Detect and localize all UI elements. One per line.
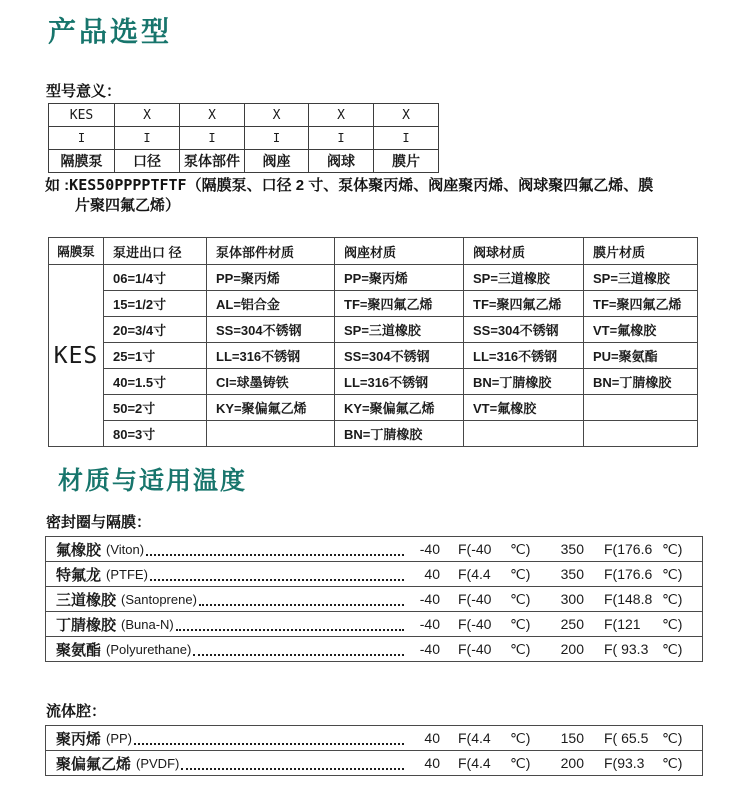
material-name: 聚氨酯 [56,641,102,659]
max-celsius-value: F(176.6 [604,541,653,557]
material-cell: SS=304不锈钢 [207,317,335,343]
material-cell: VT=氟橡胶 [464,395,584,421]
table-row [49,343,698,369]
material-cell: SS=304不锈钢 [464,317,584,343]
celsius-unit: ℃) [510,540,531,557]
example-line-2: 片聚四氟乙烯） [75,197,181,214]
model-code-cell: X [309,104,374,127]
celsius-unit: ℃) [662,565,683,582]
material-cell: LL=316不锈钢 [464,343,584,369]
model-pipe-cell: I [180,127,245,150]
max-fahrenheit-value: 200 [560,641,584,657]
fluid-temperature-table [45,725,703,776]
table-row [49,317,698,343]
material-cell: PP=聚丙烯 [207,265,335,291]
column-header-cell: 泵体部件材质 [207,238,335,265]
seal-temperature-table [45,536,703,662]
material-cell: SP=三道橡胶 [464,265,584,291]
material-cell: BN=丁腈橡胶 [464,369,584,395]
min-fahrenheit-value: -40 [419,591,440,607]
temp-row [46,586,702,611]
celsius-unit: ℃) [662,540,683,557]
corner-header-cell: 隔膜泵 [49,238,104,265]
column-header-cell: 阀座材质 [335,238,464,265]
max-fahrenheit-value: 350 [560,566,584,582]
material-name: 聚丙烯 [56,730,102,748]
model-meaning-table-body [49,104,439,173]
max-celsius-value: F(148.8 [604,591,653,607]
material-cell: KY=聚偏氟乙烯 [335,395,464,421]
material-cell: PP=聚丙烯 [335,265,464,291]
table-row [49,265,698,291]
min-celsius-value: F(4.4 [458,566,491,582]
material-name-en: (PP) [106,730,133,746]
material-cell: TF=聚四氟乙烯 [335,291,464,317]
material-name-en: (PVDF) [136,755,180,771]
leader-dots [176,617,404,631]
material-name-en: (Buna-N) [121,616,174,632]
column-header-cell: 泵进出口 径 [104,238,207,265]
celsius-unit: ℃) [662,590,683,607]
material-name-en: (Santoprene) [121,591,197,607]
model-code-cell: X [180,104,245,127]
temp-row [46,750,702,775]
min-fahrenheit-value: -40 [419,641,440,657]
celsius-unit: ℃) [510,590,531,607]
temp-row [46,726,702,750]
material-cell [464,421,584,447]
model-name-cell: 泵体部件 [180,150,245,173]
materials-section-title: 材质与适用温度 [58,467,248,495]
celsius-unit: ℃) [662,754,683,771]
material-cell [207,421,335,447]
leader-dots [134,731,404,745]
model-pipe-cell: I [115,127,180,150]
min-celsius-value: F(-40 [458,541,492,557]
model-name-cell: 阀球 [309,150,374,173]
size-cell: 15=1/2寸 [104,291,207,317]
celsius-unit: ℃) [510,754,531,771]
fluid-section-label: 流体腔： [46,703,107,720]
leader-dots [199,592,404,606]
example-line-1 [45,175,705,196]
material-cell: BN=丁腈橡胶 [584,369,698,395]
table-row [49,421,698,447]
model-pipe-cell: I [49,127,115,150]
material-name-en: (PTFE) [106,566,148,582]
column-header-cell: 阀球材质 [464,238,584,265]
model-pipe-cell: I [309,127,374,150]
max-fahrenheit-value: 350 [560,541,584,557]
model-name-cell: 口径 [115,150,180,173]
model-pipe-cell: I [374,127,439,150]
temp-row [46,561,702,586]
material-cell: LL=316不锈钢 [335,369,464,395]
size-cell: 50=2寸 [104,395,207,421]
temp-row [46,611,702,636]
column-header-cell: 膜片材质 [584,238,698,265]
model-code-cell: X [115,104,180,127]
model-meaning-label: 型号意义： [46,83,122,100]
size-cell: 80=3寸 [104,421,207,447]
material-cell: PU=聚氨酯 [584,343,698,369]
temp-row [46,636,702,661]
max-celsius-value: F(176.6 [604,566,653,582]
model-meaning-table [48,103,439,173]
size-cell: 06=1/4寸 [104,265,207,291]
max-fahrenheit-value: 150 [560,730,584,746]
material-name-en: (Polyurethane) [106,641,192,657]
size-cell: 40=1.5寸 [104,369,207,395]
material-cell: LL=316不锈钢 [207,343,335,369]
table-row [49,369,698,395]
min-fahrenheit-value: 40 [424,566,440,582]
max-celsius-value: F( 65.5 [604,730,649,746]
material-cell: TF=聚四氟乙烯 [464,291,584,317]
temp-row [46,537,702,561]
example-description: （隔膜泵、口径 2 寸、泵体聚丙烯、阀座聚丙烯、阀球聚四氟乙烯、膜 [186,177,654,194]
celsius-unit: ℃) [662,615,683,632]
celsius-unit: ℃) [510,729,531,746]
kes-rowgroup-cell: KES [49,265,104,447]
model-meaning-row-name [49,150,439,173]
max-fahrenheit-value: 250 [560,616,584,632]
celsius-unit: ℃) [510,615,531,632]
max-celsius-value: F(121 [604,616,641,632]
min-fahrenheit-value: 40 [424,755,440,771]
table-row [49,291,698,317]
leader-dots [146,542,404,556]
leader-dots [181,756,404,770]
material-name: 三道橡胶 [56,591,117,609]
max-celsius-value: F(93.3 [604,755,645,771]
material-cell: AL=铝合金 [207,291,335,317]
material-cell: BN=丁腈橡胶 [335,421,464,447]
model-code-cell: KES [49,104,115,127]
material-cell: SP=三道橡胶 [335,317,464,343]
material-name: 特氟龙 [56,566,102,584]
model-code-cell: X [245,104,309,127]
leader-dots [150,567,404,581]
material-cell [584,395,698,421]
material-cell: SP=三道橡胶 [584,265,698,291]
max-celsius-value: F( 93.3 [604,641,649,657]
model-meaning-row-code [49,104,439,127]
selection-table-body [49,265,698,447]
seal-section-label: 密封圈与隔膜： [46,514,152,531]
min-celsius-value: F(-40 [458,591,492,607]
size-cell: 25=1寸 [104,343,207,369]
example-prefix: 如 : [45,177,70,194]
min-fahrenheit-value: -40 [419,541,440,557]
model-name-cell: 阀座 [245,150,309,173]
leader-dots [193,642,404,656]
min-celsius-value: F(4.4 [458,755,491,771]
material-name: 丁腈橡胶 [56,616,117,634]
min-celsius-value: F(-40 [458,616,492,632]
celsius-unit: ℃) [662,640,683,657]
min-fahrenheit-value: -40 [419,616,440,632]
model-pipe-cell: I [245,127,309,150]
material-cell: CI=球墨铸铁 [207,369,335,395]
model-code-cell: X [374,104,439,127]
selection-table [48,237,698,447]
model-name-cell: 膜片 [374,150,439,173]
celsius-unit: ℃) [662,729,683,746]
example-model-code: KES50PPPPTFTF [69,176,187,194]
selection-table-header-row [49,238,698,265]
material-cell: VT=氟橡胶 [584,317,698,343]
max-fahrenheit-value: 300 [560,591,584,607]
min-celsius-value: F(4.4 [458,730,491,746]
material-cell: SS=304不锈钢 [335,343,464,369]
material-name-en: (Viton) [106,541,145,557]
size-cell: 20=3/4寸 [104,317,207,343]
celsius-unit: ℃) [510,640,531,657]
min-celsius-value: F(-40 [458,641,492,657]
material-cell: KY=聚偏氟乙烯 [207,395,335,421]
model-meaning-row-pipe [49,127,439,150]
max-fahrenheit-value: 200 [560,755,584,771]
material-name: 聚偏氟乙烯 [56,755,132,773]
table-row [49,395,698,421]
model-name-cell: 隔膜泵 [49,150,115,173]
material-cell: TF=聚四氟乙烯 [584,291,698,317]
material-name: 氟橡胶 [56,541,102,559]
page-title: 产品选型 [48,16,173,47]
celsius-unit: ℃) [510,565,531,582]
example-text [45,175,705,216]
material-cell [584,421,698,447]
min-fahrenheit-value: 40 [424,730,440,746]
